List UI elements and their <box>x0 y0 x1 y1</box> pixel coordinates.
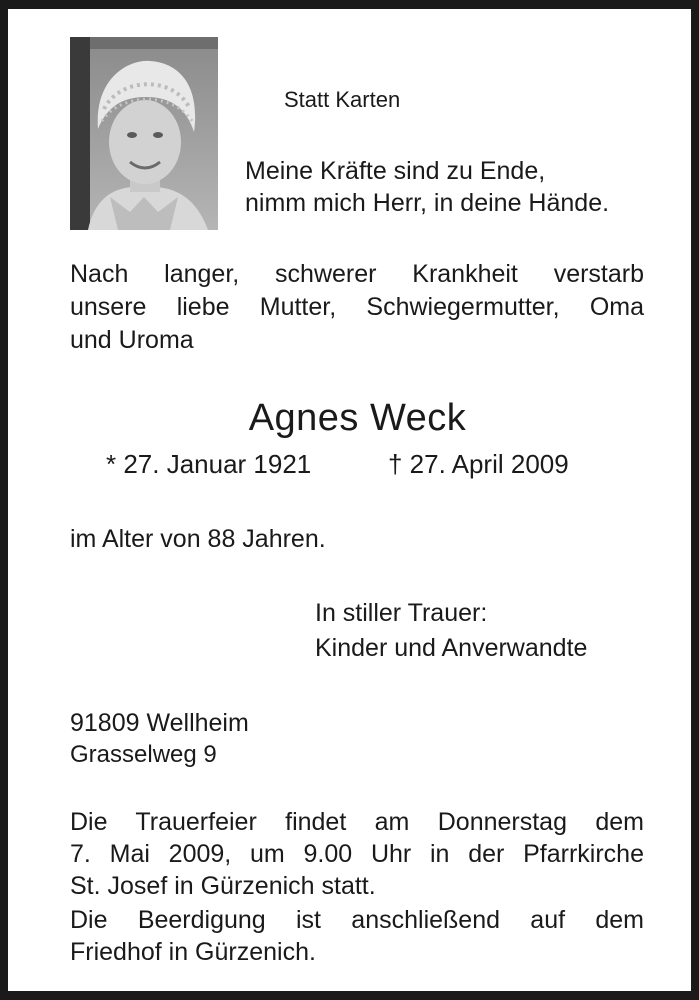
service-line-1: Die Trauerfeier findet am Donnerstag dem <box>70 808 644 836</box>
statt-karten-text: Statt Karten <box>284 87 401 112</box>
quote-line-1: Meine Kräfte sind zu Ende, <box>245 157 546 185</box>
birth-date: * 27. Januar 1921 <box>106 449 312 479</box>
intro-line-2: unsere liebe Mutter, Schwiegermutter, Oma <box>70 293 644 321</box>
death-date: † 27. April 2009 <box>388 449 569 479</box>
mourners-text: Kinder und Anverwandte <box>315 634 588 662</box>
portrait-photo <box>70 37 218 230</box>
address-street: Grasselweg 9 <box>70 741 217 768</box>
intro-line-1: Nach langer, schwerer Krankheit verstarb <box>70 260 644 288</box>
service-line-3: St. Josef in Gürzenich statt. <box>70 872 376 900</box>
intro-line-3: und Uroma <box>70 326 194 354</box>
quote-line-2: nimm mich Herr, in deine Hände. <box>245 189 610 217</box>
mourning-heading: In stiller Trauer: <box>315 599 488 627</box>
service-line-2: 7. Mai 2009, um 9.00 Uhr in der Pfarrkirche <box>70 840 644 868</box>
portrait-image <box>70 37 218 230</box>
deceased-name: Agnes Weck <box>248 397 467 439</box>
service-line-4: Die Beerdigung ist anschließend auf dem <box>70 906 644 934</box>
age-text: im Alter von 88 Jahren. <box>70 525 326 553</box>
address-city: 91809 Wellheim <box>70 709 249 737</box>
service-line-5: Friedhof in Gürzenich. <box>70 938 316 966</box>
